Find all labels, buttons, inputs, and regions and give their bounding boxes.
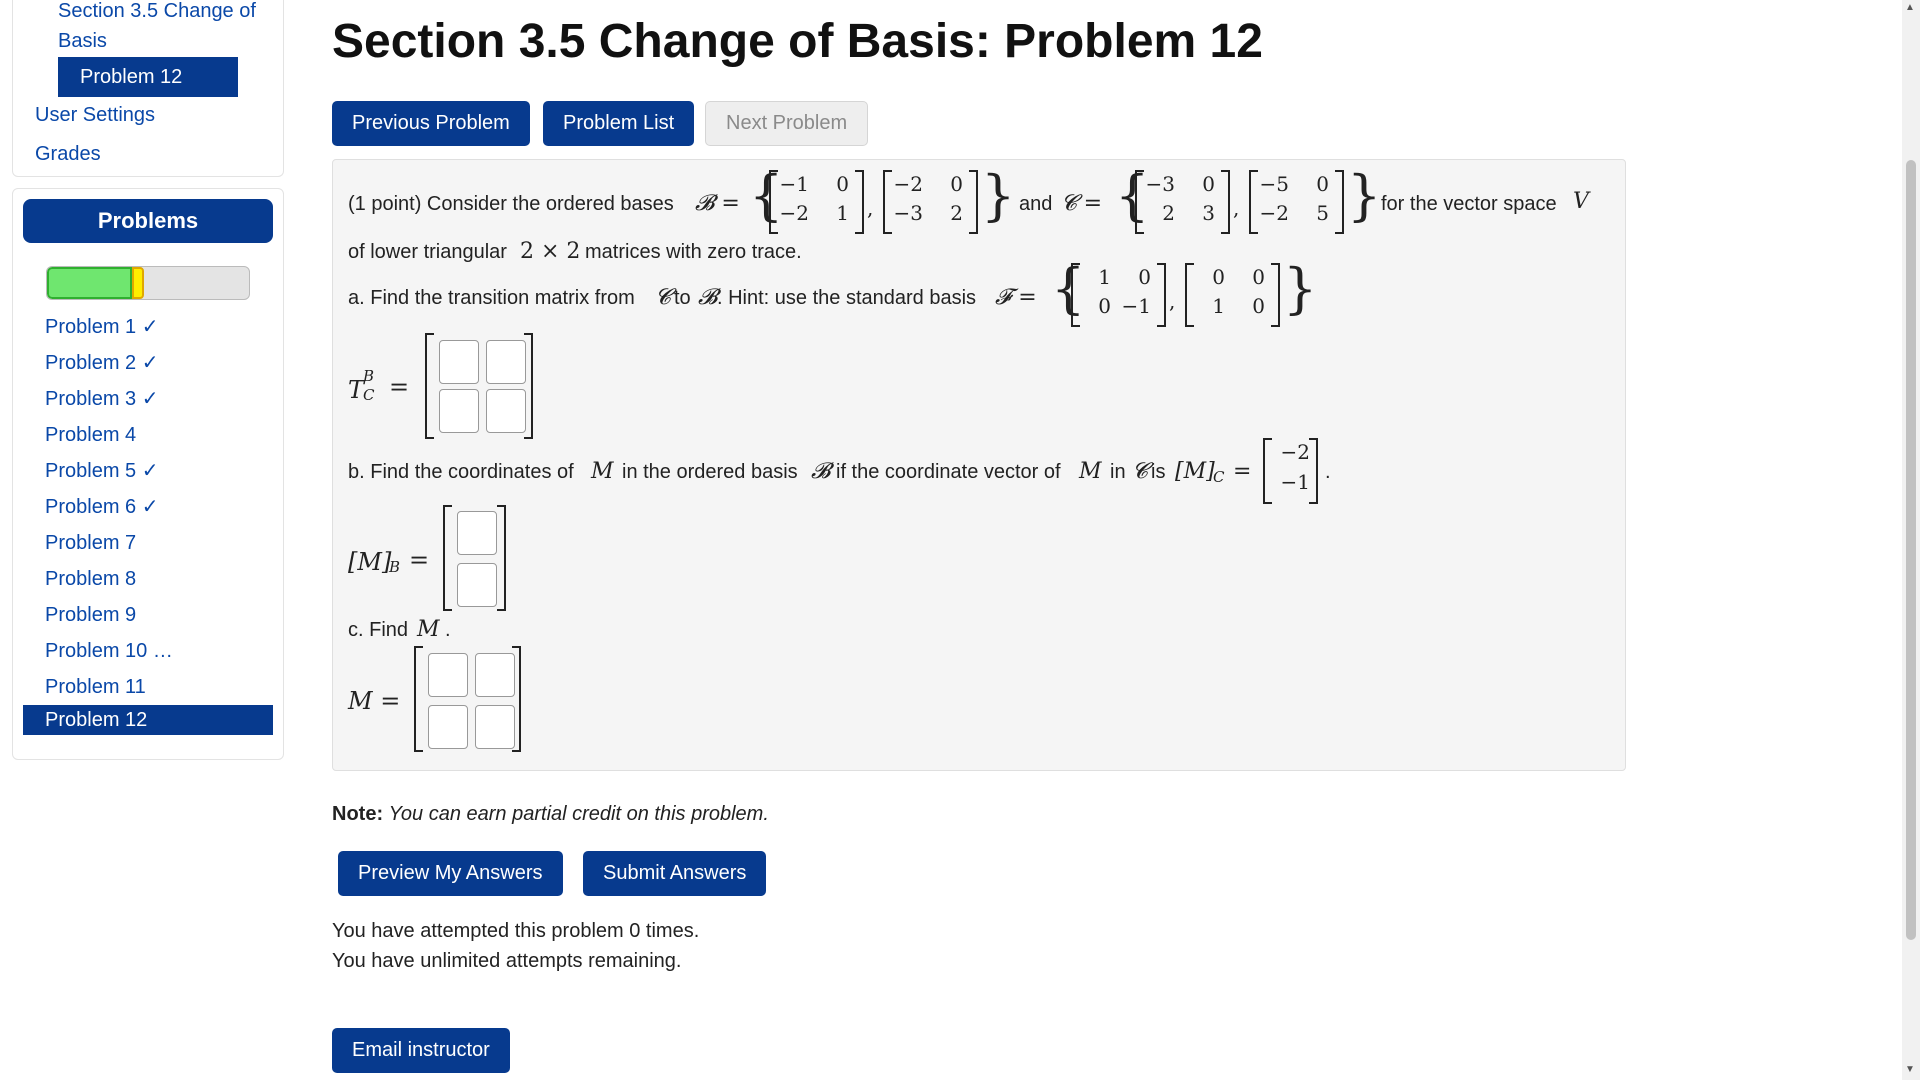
basis-b-matrix-2-entry: −2 bbox=[893, 172, 923, 196]
basis-c-matrix-1-entry: 3 bbox=[1202, 201, 1215, 225]
t-answer-22[interactable] bbox=[486, 389, 526, 433]
basis-c-matrix-1-bracket-right bbox=[1221, 170, 1230, 234]
mb-bracket-right bbox=[497, 505, 506, 611]
basis-b-brace-left: { bbox=[749, 164, 784, 227]
vector-space-text: for the vector space bbox=[1381, 193, 1557, 215]
mb-answer-1[interactable] bbox=[457, 511, 497, 555]
note-label: Note: bbox=[332, 803, 384, 825]
part-b-mid: in the ordered basis bbox=[622, 461, 798, 483]
part-b-m2: M bbox=[1079, 459, 1102, 484]
basis-f-matrix-1-entry: 0 bbox=[1138, 265, 1151, 289]
basis-b-matrix-1-entry: 0 bbox=[836, 172, 849, 196]
basis-c-matrix-2-entry: −5 bbox=[1259, 172, 1289, 196]
sidebar-section-link[interactable]: Section 3.5 Change of Basis bbox=[58, 0, 256, 52]
period: . bbox=[1325, 461, 1331, 483]
basis-c-symbol: 𝓒 = bbox=[1061, 191, 1103, 216]
preview-answers-button[interactable]: Preview My Answers bbox=[338, 851, 563, 896]
mc-vector-2: −1 bbox=[1280, 470, 1310, 494]
m-bracket-left bbox=[414, 646, 423, 752]
basis-c-matrix-1-entry: 0 bbox=[1202, 172, 1215, 196]
previous-problem-button[interactable]: Previous Problem bbox=[332, 101, 530, 146]
basis-b-matrix-2-entry: 2 bbox=[950, 201, 963, 225]
line2-end-text: matrices with zero trace. bbox=[585, 241, 802, 263]
basis-c-matrix-2-entry: −2 bbox=[1259, 201, 1289, 225]
problem-list-button[interactable]: Problem List bbox=[543, 101, 694, 146]
basis-c-matrix-1-entry: 2 bbox=[1162, 201, 1175, 225]
basis-f-matrix-2-entry: 1 bbox=[1212, 294, 1225, 318]
part-a-text: a. Find the transition matrix from bbox=[348, 287, 635, 309]
t-equals: = bbox=[389, 373, 410, 401]
m-answer-22[interactable] bbox=[475, 705, 515, 749]
problem-intro: (1 point) Consider the ordered bases bbox=[348, 193, 674, 215]
v-symbol: V bbox=[1573, 189, 1589, 214]
m-answer-12[interactable] bbox=[475, 653, 515, 697]
progress-bar bbox=[46, 266, 250, 300]
m-answer-21[interactable] bbox=[428, 705, 468, 749]
problem-list-item[interactable]: Problem 7 bbox=[45, 532, 137, 554]
basis-c-matrix-2-entry: 5 bbox=[1316, 201, 1329, 225]
problem-list-item[interactable]: Problem 2 ✓ bbox=[45, 352, 159, 374]
basis-b-matrix-1-bracket-right bbox=[855, 170, 864, 234]
progress-correct bbox=[47, 267, 132, 299]
m-answer-11[interactable] bbox=[428, 653, 468, 697]
attempts-count: You have attempted this problem 0 times. bbox=[332, 920, 700, 942]
mc-equals: = bbox=[1233, 459, 1252, 484]
problems-header: Problems bbox=[23, 199, 273, 243]
problem-list-item[interactable]: Problem 6 ✓ bbox=[45, 496, 159, 518]
t-answer-21[interactable] bbox=[439, 389, 479, 433]
basis-f-matrix-2-entry: 0 bbox=[1252, 294, 1265, 318]
t-label: T bbox=[348, 376, 365, 404]
mc-label: [M] bbox=[1175, 459, 1215, 484]
basis-f-comma: , bbox=[1169, 289, 1176, 313]
submit-answers-button[interactable]: Submit Answers bbox=[583, 851, 766, 896]
mb-answer-2[interactable] bbox=[457, 563, 497, 607]
sidebar-active-problem[interactable]: Problem 12 bbox=[58, 57, 238, 97]
mb-bracket-left bbox=[443, 505, 452, 611]
sidebar-user-settings[interactable]: User Settings bbox=[35, 104, 156, 126]
problem-list-item[interactable]: Problem 5 ✓ bbox=[45, 460, 159, 482]
problem-list bbox=[23, 309, 273, 735]
next-problem-button[interactable]: Next Problem bbox=[705, 101, 868, 146]
problem-list-item[interactable]: Problem 1 ✓ bbox=[45, 316, 159, 338]
part-c-period: . bbox=[445, 619, 451, 641]
basis-f-matrix-1-entry: 0 bbox=[1098, 294, 1111, 318]
problem-list-item[interactable]: Problem 8 bbox=[45, 568, 137, 590]
dim-text: 2 × 2 bbox=[520, 239, 581, 264]
problem-list-item[interactable]: Problem 4 bbox=[45, 424, 137, 446]
problems-panel bbox=[12, 188, 284, 760]
t-sub: C bbox=[363, 386, 375, 404]
part-b-mid2: if the coordinate vector of bbox=[836, 461, 1061, 483]
basis-b-matrix-1-entry: 1 bbox=[836, 201, 849, 225]
mc-sub: C bbox=[1213, 468, 1225, 486]
part-b-c: 𝓒 bbox=[1132, 459, 1148, 484]
basis-f-brace-left: { bbox=[1051, 257, 1086, 320]
basis-b-matrix-2-entry: 0 bbox=[950, 172, 963, 196]
basis-c-comma: , bbox=[1233, 196, 1240, 220]
problem-list-item[interactable]: Problem 9 bbox=[45, 604, 137, 626]
note-text: You can earn partial credit on this problem. bbox=[388, 803, 769, 825]
basis-f-symbol: 𝓕 = bbox=[995, 285, 1037, 310]
mc-bracket-right bbox=[1309, 438, 1318, 504]
part-b-is: is bbox=[1151, 461, 1166, 483]
problem-body bbox=[332, 159, 1626, 771]
scroll-up-icon[interactable]: ▲ bbox=[1905, 2, 1915, 13]
t-bracket-left bbox=[425, 333, 434, 439]
basis-f-matrix-2-bracket-right bbox=[1271, 263, 1280, 327]
basis-b-matrix-2-bracket-right bbox=[969, 170, 978, 234]
basis-f-matrix-2-entry: 0 bbox=[1252, 265, 1265, 289]
basis-f-matrix-2-entry: 0 bbox=[1212, 265, 1225, 289]
attempts-remaining: You have unlimited attempts remaining. bbox=[332, 950, 682, 972]
problem-list-item[interactable]: Problem 10 … bbox=[45, 640, 173, 662]
basis-b-matrix-1-entry: −1 bbox=[779, 172, 809, 196]
basis-c-brace-right: } bbox=[1347, 164, 1382, 227]
basis-f-brace-right: } bbox=[1283, 257, 1318, 320]
part-a-c: 𝓒 bbox=[655, 285, 671, 310]
problem-list-item[interactable]: Problem 11 bbox=[45, 676, 146, 698]
problem-list-item-active[interactable]: Problem 12 bbox=[23, 705, 273, 735]
part-b-m: M bbox=[591, 459, 614, 484]
basis-b-brace-right: } bbox=[981, 164, 1016, 227]
part-c-m: M bbox=[417, 617, 440, 642]
and-text: and bbox=[1019, 193, 1053, 215]
basis-c-matrix-2-entry: 0 bbox=[1316, 172, 1329, 196]
sidebar-nav bbox=[12, 0, 284, 177]
part-a-hint: . Hint: use the standard basis bbox=[717, 287, 977, 309]
basis-b-symbol: 𝓑 = bbox=[695, 191, 740, 216]
page-title: Section 3.5 Change of Basis: Problem 12 bbox=[332, 15, 1263, 68]
part-b-b: 𝓑 bbox=[811, 459, 831, 484]
scroll-down-icon[interactable]: ▼ bbox=[1905, 1064, 1915, 1075]
basis-b-comma: , bbox=[867, 196, 874, 220]
part-a-to: to bbox=[674, 287, 691, 309]
email-instructor-button[interactable]: Email instructor bbox=[332, 1028, 510, 1073]
scroll-thumb[interactable] bbox=[1906, 160, 1916, 940]
sidebar-grades[interactable]: Grades bbox=[35, 143, 101, 165]
page-scrollbar[interactable] bbox=[1902, 0, 1920, 1080]
progress-partial bbox=[132, 267, 144, 299]
basis-c-brace-left: { bbox=[1115, 164, 1150, 227]
t-answer-12[interactable] bbox=[486, 340, 526, 384]
basis-b-matrix-1-entry: −2 bbox=[779, 201, 809, 225]
basis-f-matrix-1-entry: −1 bbox=[1121, 294, 1151, 318]
mb-equals: = bbox=[409, 546, 430, 574]
basis-f-matrix-1-entry: 1 bbox=[1098, 265, 1111, 289]
m-label: M = bbox=[348, 687, 401, 715]
part-a-b: 𝓑 bbox=[698, 285, 718, 310]
mc-vector-1: −2 bbox=[1280, 440, 1310, 464]
partial-credit-note bbox=[332, 803, 769, 826]
problem-list-item[interactable]: Problem 3 ✓ bbox=[45, 388, 159, 410]
part-c-text: c. Find bbox=[348, 619, 409, 641]
part-b-text: b. Find the coordinates of bbox=[348, 461, 574, 483]
basis-b-matrix-2-entry: −3 bbox=[893, 201, 923, 225]
part-b-in: in bbox=[1110, 461, 1126, 483]
t-sup: B bbox=[363, 367, 375, 385]
basis-f-matrix-1-bracket-right bbox=[1157, 263, 1166, 327]
t-answer-11[interactable] bbox=[439, 340, 479, 384]
mb-sub: B bbox=[389, 558, 401, 576]
basis-c-matrix-2-bracket-right bbox=[1335, 170, 1344, 234]
line2-text: of lower triangular bbox=[348, 241, 507, 263]
mb-label: [M] bbox=[348, 548, 392, 576]
basis-c-matrix-1-entry: −3 bbox=[1145, 172, 1175, 196]
